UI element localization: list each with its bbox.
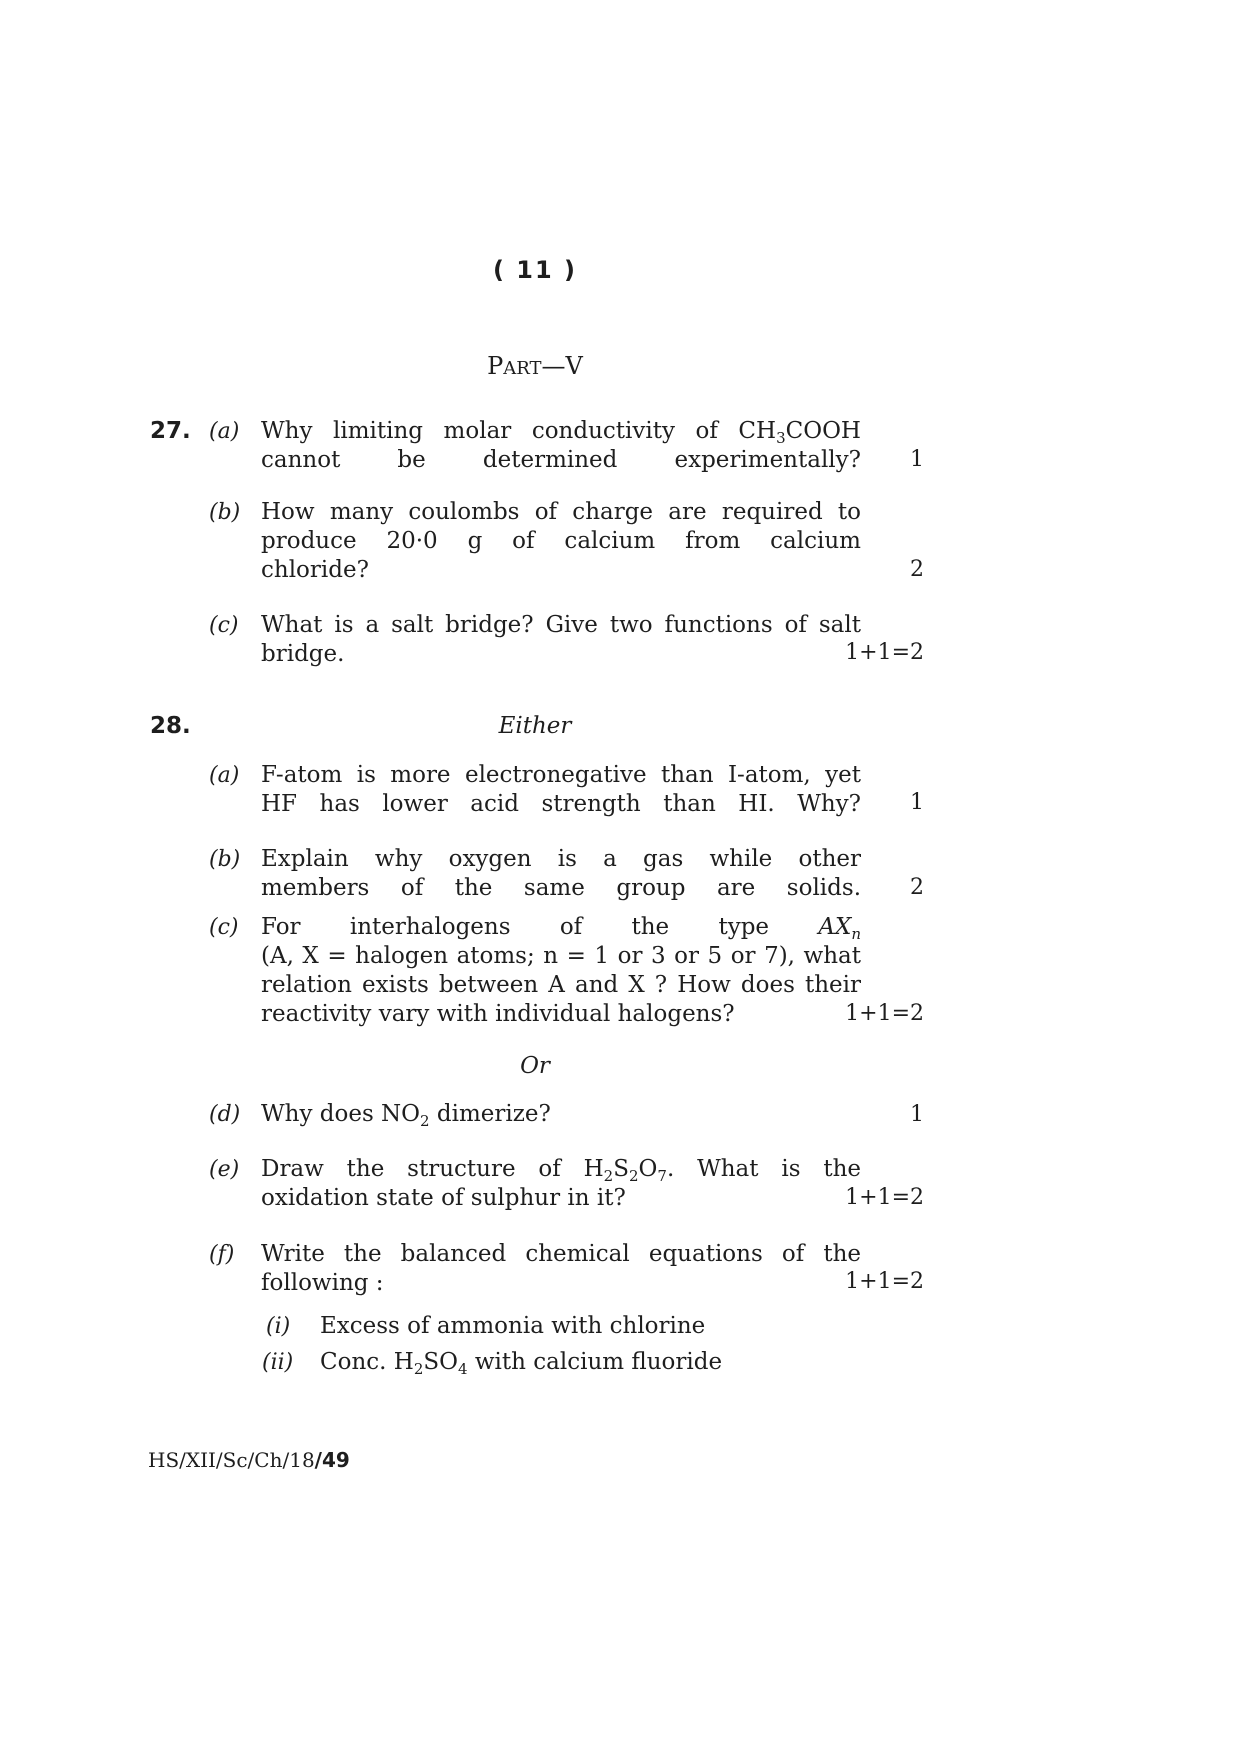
q28-f-i-text: Excess of ammonia with chlorine [320, 1313, 706, 1339]
q27-c-marks: 1+1=2 [845, 640, 924, 665]
q27-c-text: What is a salt bridge? Give two functions of salt bridge. [261, 612, 861, 667]
q28-d-marks: 1 [910, 1102, 924, 1127]
q27-b-marks: 2 [910, 557, 924, 582]
page-number: ( 11 ) [492, 256, 578, 284]
q28-a-label: (a) [209, 763, 240, 788]
q28-f-ii-text: Conc. $H_2SO_4$ with calcium fluoride [320, 1349, 723, 1378]
q28-d-label: (d) [209, 1102, 241, 1127]
q28-b-marks: 2 [910, 875, 924, 900]
either-heading: Either [498, 713, 572, 739]
q27-a-marks: 1 [910, 447, 924, 472]
or-heading: Or [520, 1053, 550, 1079]
question-27-number: 27. [150, 418, 191, 444]
q28-d-text: Why does $NO_2$ dimerize? [261, 1101, 551, 1130]
q28-f-marks: 1+1=2 [845, 1269, 924, 1294]
q28-f-text: Write the balanced chemical equations of the following : [261, 1241, 861, 1296]
q28-c-marks: 1+1=2 [845, 1001, 924, 1026]
q28-e-text: Draw the structure of $H_2S_2O_7$. What is the oxidation state of sulphur in it? [261, 1156, 861, 1211]
q28-b-text: Explain why oxygen is a gas while other members of the same group are solids. [261, 846, 861, 901]
q28-f-label: (f) [209, 1242, 235, 1267]
q27-b-text: How many coulombs of charge are required to produce 20·0 g of calcium from calcium chloride? [261, 499, 861, 583]
footer-code: HS/XII/Sc/Ch/18/49 [148, 1448, 350, 1472]
q28-c-label: (c) [209, 915, 239, 940]
q28-a-text: F-atom is more electronegative than I-atom, yet HF has lower acid strength than HI. Why? [261, 762, 861, 817]
q28-a-marks: 1 [910, 790, 924, 815]
q28-c-text: For interhalogens of the type $AX_n$ (A, X = halogen atoms; n = 1 or 3 or 5 or 7), what relation exists between A and X ? How does their reactivity vary with individual halogens? [261, 914, 861, 1027]
q27-a-text: Why limiting molar conductivity of $CH_3COOH$ cannot be determined experimentally? [261, 418, 861, 473]
q27-b-label: (b) [209, 500, 241, 525]
q28-b-label: (b) [209, 847, 241, 872]
q28-e-label: (e) [209, 1157, 240, 1182]
question-28-number: 28. [150, 713, 191, 739]
part-title: PART—V [487, 352, 583, 380]
q27-a-label: (a) [209, 419, 240, 444]
q28-e-marks: 1+1=2 [845, 1185, 924, 1210]
q28-f-i-label: (i) [266, 1314, 291, 1339]
q27-c-label: (c) [209, 613, 239, 638]
q28-f-ii-label: (ii) [262, 1350, 294, 1375]
